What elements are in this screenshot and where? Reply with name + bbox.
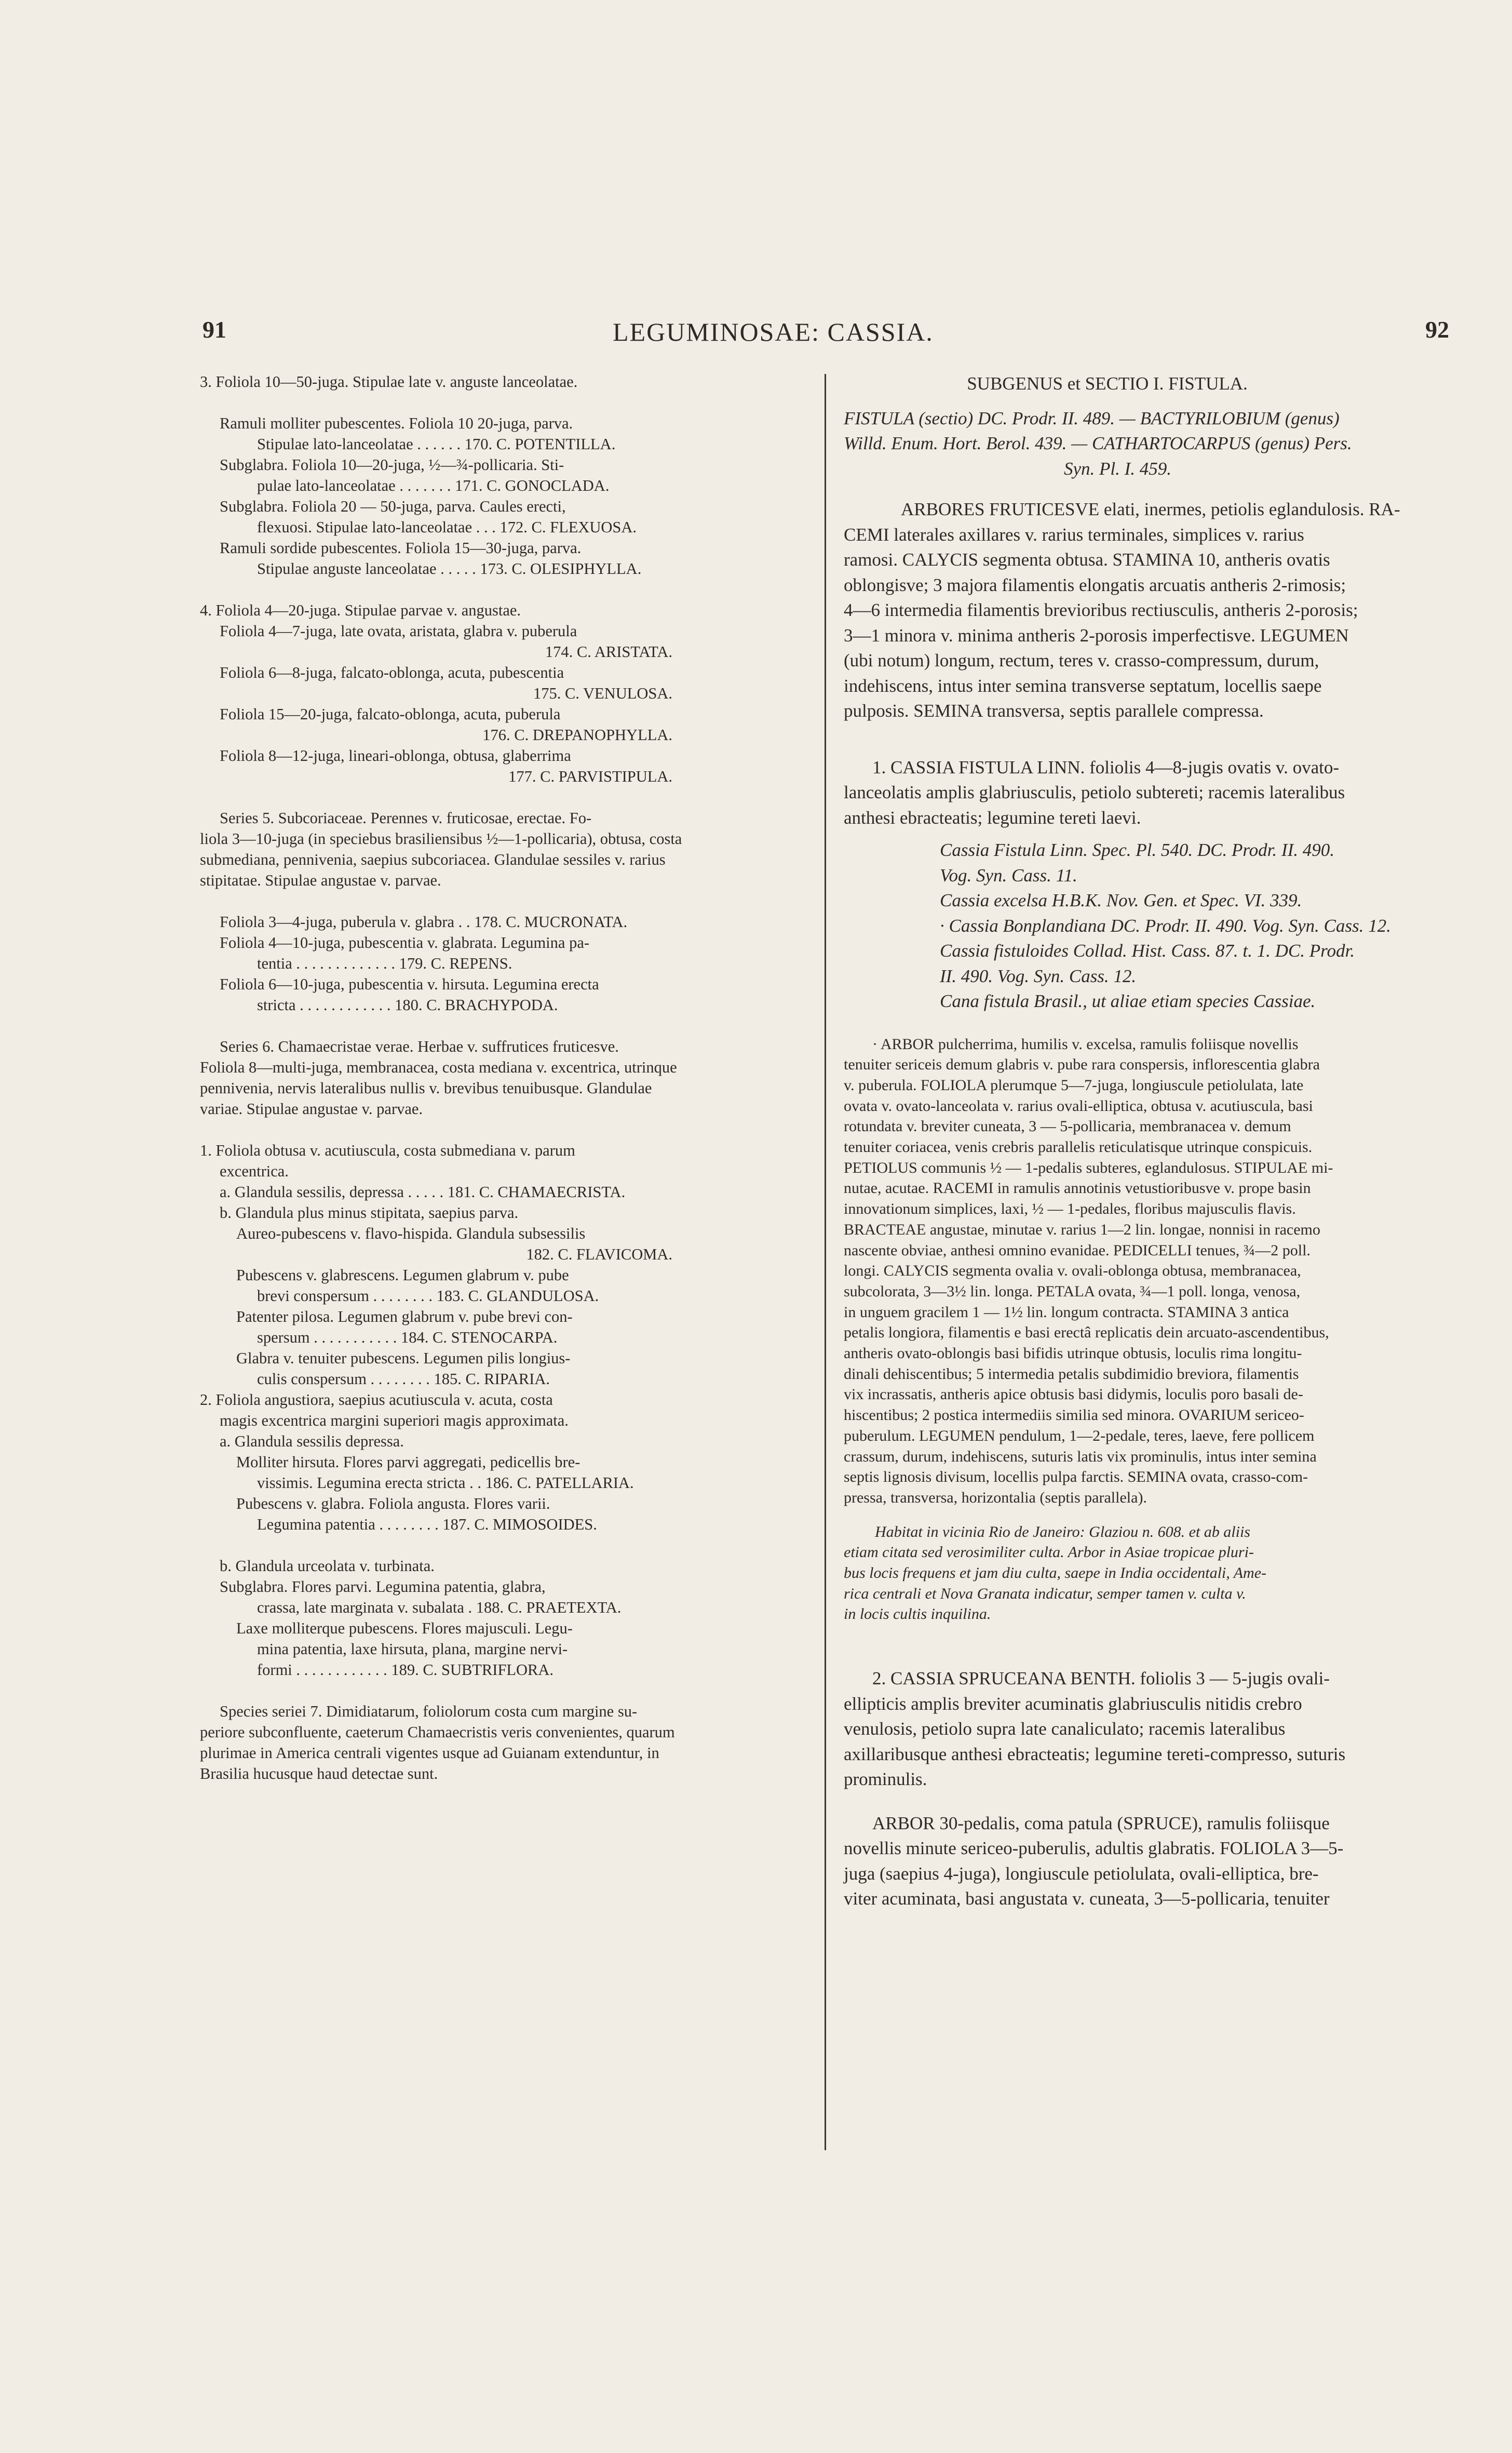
text-line: formi . . . . . . . . . . . . 189. C. SUBTRIFLORA. (257, 1661, 554, 1679)
text-line: septis lignosis divisum, locellis pulpa farctis. SEMINA ovata, crasso-com- (844, 1468, 1308, 1486)
text-line: bus locis frequens et jam diu culta, saepe in India occidentali, Ame- (844, 1564, 1267, 1582)
text-line: Foliola 8—12-juga, lineari-oblonga, obtusa, glaberrima (220, 747, 571, 765)
text-line (200, 787, 807, 808)
text-line: 3—1 minora v. minima antheris 2-porosis imperfectisve. LEGUMEN (844, 625, 1349, 646)
text-line: Subglabra. Foliola 10—20-juga, ½—¾-pollicaria. Sti- (220, 456, 564, 474)
text-line: ramosi. CALYCIS segmenta obtusa. STAMINA 10, antheris ovatis (844, 549, 1330, 570)
right-column (844, 371, 1454, 1912)
text-line: ARBORES FRUTICESVE elati, inermes, petiolis eglandulosis. RA- (901, 499, 1400, 519)
species-1-description (844, 1034, 1454, 1508)
text-line: Foliola 4—10-juga, pubescentia v. glabrata. Legumina pa- (220, 934, 590, 951)
text-line: flexuosi. Stipulae lato-lanceolatae . . . 172. C. FLEXUOSA. (257, 518, 637, 536)
text-line: puberulum. LEGUMEN pendulum, 1—2-pedale, teres, laeve, fere pollicem (844, 1427, 1315, 1444)
text-line: 2. CASSIA SPRUCEANA BENTH. foliolis 3 — 5-jugis ovali- (872, 1668, 1330, 1689)
text-line: a. Glandula sessilis depressa. (220, 1432, 404, 1450)
text-line: Series 6. Chamaecristae verae. Herbae v. suffrutices fruticesve. (220, 1038, 619, 1055)
text-line: periore subconfluente, caeterum Chamaecristis veris convenientes, quarum (200, 1723, 675, 1741)
text-line: b. Glandula plus minus stipitata, saepius parva. (220, 1204, 519, 1222)
text-line: · Cassia Bonplandiana DC. Prodr. II. 490. Vog. Syn. Cass. 12. (940, 915, 1391, 936)
text-line: 175. C. VENULOSA. (533, 685, 672, 702)
text-line: Pubescens v. glabrescens. Legumen glabrum v. pube (236, 1266, 569, 1284)
text-line: pulae lato-lanceolatae . . . . . . . 171. C. GONOCLADA. (257, 477, 610, 494)
text-line: anthesi ebracteatis; legumine tereti laevi. (844, 807, 1141, 828)
text-line: Willd. Enum. Hort. Berol. 439. — CATHARTOCARPUS (genus) Pers. (844, 433, 1352, 453)
text-line: ellipticis amplis breviter acuminatis glabriusculis nitidis crebro (844, 1693, 1302, 1714)
text-line: Vog. Syn. Cass. 11. (940, 865, 1077, 886)
text-line: Foliola 6—8-juga, falcato-oblonga, acuta, pubescentia (220, 664, 564, 681)
text-line: in locis cultis inquilina. (844, 1605, 991, 1623)
text-line (200, 1119, 807, 1140)
text-line: 1. Foliola obtusa v. acutiuscula, costa submediana v. parum (200, 1142, 575, 1159)
page-number-right: 92 (1425, 316, 1449, 343)
text-line: axillaribusque anthesi ebracteatis; legumine tereti-compresso, suturis (844, 1744, 1346, 1764)
text-line: 182. C. FLAVICOMA. (526, 1245, 672, 1263)
text-line: v. puberula. FOLIOLA plerumque 5—7-juga, longiuscule petiolulata, late (844, 1076, 1304, 1094)
page-number-left: 91 (203, 316, 226, 343)
habitat-note (844, 1522, 1454, 1625)
text-line: CEMI laterales axillares v. rarius terminales, simplices v. rarius (844, 524, 1304, 545)
text-line: nascente obviae, anthesi omnino evanidae. PEDICELLI tenues, ¾—2 poll. (844, 1241, 1311, 1259)
text-line: Patenter pilosa. Legumen glabrum v. pube brevi con- (236, 1308, 573, 1325)
text-line: rotundata v. breviter cuneata, 3 — 5-pollicaria, membranacea v. demum (844, 1118, 1291, 1135)
text-line: plurimae in America centrali vigentes usque ad Guianam extenduntur, in (200, 1744, 659, 1762)
text-line: pennivenia, nervis lateralibus nullis v. brevibus tenuibusque. Glandulae (200, 1079, 652, 1097)
text-line: Foliola 4—7-juga, late ovata, aristata, glabra v. puberula (220, 622, 577, 640)
text-line: FISTULA (sectio) DC. Prodr. II. 489. — BACTYRILOBIUM (genus) (844, 408, 1340, 428)
text-line: longi. CALYCIS segmenta ovalia v. ovali-oblonga obtusa, membranacea, (844, 1262, 1301, 1280)
text-line: lanceolatis amplis glabriusculis, petiolo subtereti; racemis lateralibus (844, 782, 1345, 802)
text-line: a. Glandula sessilis, depressa . . . . . 181. C. CHAMAECRISTA. (220, 1183, 626, 1201)
text-line: culis conspersum . . . . . . . . 185. C. RIPARIA. (257, 1370, 550, 1388)
text-line: Stipulae anguste lanceolatae . . . . . 173. C. OLESIPHYLLA. (257, 560, 642, 578)
text-line: Stipulae lato-lanceolatae . . . . . . 170. C. POTENTILLA. (257, 435, 616, 453)
text-line: submediana, pennivenia, saepius subcoriacea. Glandulae sessiles v. rarius (200, 851, 666, 868)
text-line: dinali dehiscentibus; 5 intermedia petalis subdimidio breviora, filamentis (844, 1365, 1299, 1383)
text-line: Brasilia hucusque haud detectae sunt. (200, 1765, 438, 1782)
text-line: excentrica. (220, 1162, 289, 1180)
text-line: spersum . . . . . . . . . . . 184. C. STENOCARPA. (257, 1329, 558, 1346)
text-line: innovationum simplices, laxi, ½ — 1-pedales, floribus majusculis flavis. (844, 1200, 1296, 1218)
text-line (200, 1535, 807, 1556)
text-line: Foliola 8—multi-juga, membranacea, costa mediana v. excentrica, utrinque (200, 1058, 677, 1076)
text-line: Foliola 3—4-juga, puberula v. glabra . . 178. C. MUCRONATA. (220, 913, 628, 931)
text-line: BRACTEAE angustae, minutae v. rarius 1—2 lin. longae, nonnisi in racemo (844, 1221, 1320, 1238)
species-2 (844, 1666, 1454, 1912)
page-header (0, 312, 1512, 358)
text-line: pulposis. SEMINA transversa, septis parallele compressa. (844, 701, 1264, 721)
text-line: 2. Foliola angustiora, saepius acutiuscula v. acuta, costa (200, 1391, 553, 1409)
text-line: in unguem gracilem 1 — 1½ lin. longum contracta. STAMINA 3 antica (844, 1303, 1289, 1321)
running-title: LEGUMINOSAE: CASSIA. (613, 317, 934, 346)
text-line: brevi conspersum . . . . . . . . 183. C. GLANDULOSA. (257, 1287, 599, 1305)
synonymy-block (844, 406, 1454, 482)
text-line: Series 5. Subcoriaceae. Perennes v. fruticosae, erectae. Fo- (220, 809, 592, 827)
text-line: tenuiter sericeis demum glabris v. pube rara conspersis, inflorescentia glabra (844, 1056, 1320, 1074)
text-line: 174. C. ARISTATA. (545, 643, 672, 661)
text-line: (ubi notum) longum, rectum, teres v. crasso-compressum, durum, (844, 650, 1319, 671)
species-1-diagnosis (844, 755, 1454, 831)
text-line: Ramuli molliter pubescentes. Foliola 10 20-juga, parva. (220, 414, 573, 432)
text-line (200, 392, 807, 413)
text-line: 177. C. PARVISTIPULA. (508, 768, 672, 785)
text-line: ARBOR 30-pedalis, coma patula (SPRUCE), ramulis foliisque (872, 1813, 1330, 1833)
text-line: 1. CASSIA FISTULA LINN. foliolis 4—8-jugis ovatis v. ovato- (872, 757, 1339, 778)
text-line: Habitat in vicinia Rio de Janeiro: Glaziou n. 608. et ab aliis (875, 1523, 1250, 1540)
text-line: Ramuli sordide pubescentes. Foliola 15—30-juga, parva. (220, 539, 582, 557)
text-line: oblongisve; 3 majora filamentis elongatis arcuatis antheris 2-rimosis; (844, 574, 1346, 595)
text-line: Laxe molliterque pubescens. Flores majusculi. Legu- (236, 1619, 573, 1637)
text-line (200, 579, 807, 600)
text-line: tentia . . . . . . . . . . . . . 179. C. REPENS. (257, 955, 512, 972)
text-line: petalis longiora, filamentis e basi erectâ replicatis dein arcuato-ascendentibus, (844, 1324, 1329, 1342)
text-line: vix incrassatis, antheris apice obtusis basi didymis, loculis poro basali de- (844, 1386, 1303, 1403)
text-line: liola 3—10-juga (in speciebus brasiliensibus ½—1-pollicaria), obtusa, costa (200, 830, 682, 848)
left-column (200, 371, 807, 1784)
subgenus-description (844, 497, 1454, 724)
text-line: Subglabra. Foliola 20 — 50-juga, parva. Caules erecti, (220, 498, 566, 515)
text-line: 3. Foliola 10—50-juga. Stipulae late v. anguste lanceolatae. (200, 373, 578, 391)
text-line: magis excentrica margini superiori magis approximata. (220, 1412, 569, 1429)
text-line: Cassia fistuloides Collad. Hist. Cass. 87. t. 1. DC. Prodr. (940, 941, 1355, 961)
text-line: etiam citata sed verosimiliter culta. Arbor in Asiae tropicae pluri- (844, 1544, 1254, 1561)
text-line: · ARBOR pulcherrima, humilis v. excelsa, ramulis foliisque novellis (872, 1035, 1299, 1053)
text-line: venulosis, petiolo supra late canaliculato; racemis lateralibus (844, 1719, 1286, 1739)
text-line: viter acuminata, basi angustata v. cuneata, 3—5-pollicaria, tenuiter (844, 1888, 1330, 1909)
text-line: ovata v. ovato-lanceolata v. rarius ovali-elliptica, obtusa v. acutiuscula, basi (844, 1097, 1313, 1115)
text-line: Foliola 6—10-juga, pubescentia v. hirsuta. Legumina erecta (220, 975, 599, 993)
text-line: antheris ovato-oblongis basi bifidis utrinque obtusis, loculis rima longitu- (844, 1345, 1302, 1362)
text-line: Molliter hirsuta. Flores parvi aggregati, pedicellis bre- (236, 1453, 580, 1471)
text-line (200, 1015, 807, 1036)
text-line: crassa, late marginata v. subalata . 188. C. PRAETEXTA. (257, 1599, 622, 1616)
text-line: novellis minute sericeo-puberulis, adultis glabratis. FOLIOLA 3—5- (844, 1838, 1344, 1859)
text-line: mina patentia, laxe hirsuta, plana, margine nervi- (257, 1640, 568, 1658)
subgenus-heading: SUBGENUS et SECTIO I. FISTULA. (967, 373, 1248, 394)
text-line: Legumina patentia . . . . . . . . 187. C. MIMOSOIDES. (257, 1516, 597, 1533)
text-line: Glabra v. tenuiter pubescens. Legumen pilis longius- (236, 1349, 571, 1367)
text-line: Species seriei 7. Dimidiatarum, foliolorum costa cum margine su- (220, 1703, 638, 1720)
text-line: 4—6 intermedia filamentis brevioribus rectiusculis, antheris 2-porosis; (844, 600, 1358, 620)
text-line: nutae, acutae. RACEMI in ramulis annotinis vetustioribusve v. prope basin (844, 1179, 1311, 1197)
text-line: Subglabra. Flores parvi. Legumina patentia, glabra, (220, 1578, 546, 1596)
text-line: Cana fistula Brasil., ut aliae etiam species Cassiae. (940, 991, 1316, 1011)
text-line (200, 1680, 807, 1701)
text-line: b. Glandula urceolata v. turbinata. (220, 1557, 435, 1575)
text-line: subcolorata, 3—3½ lin. longa. PETALA ovata, ¾—1 poll. longa, venosa, (844, 1282, 1301, 1300)
text-line: II. 490. Vog. Syn. Cass. 12. (940, 966, 1137, 986)
text-line: 176. C. DREPANOPHYLLA. (482, 726, 672, 744)
column-divider (825, 374, 826, 2150)
text-line: Cassia Fistula Linn. Spec. Pl. 540. DC. Prodr. II. 490. (940, 840, 1334, 860)
species-1-synonyms (844, 838, 1454, 1014)
text-line: Pubescens v. glabra. Foliola angusta. Flores varii. (236, 1495, 550, 1512)
text-line: prominulis. (844, 1769, 927, 1790)
text-line: stricta . . . . . . . . . . . . 180. C. BRACHYPODA. (257, 996, 558, 1014)
text-line: Foliola 15—20-juga, falcato-oblonga, acuta, puberula (220, 705, 561, 723)
text-line: vissimis. Legumina erecta stricta . . 186. C. PATELLARIA. (257, 1474, 634, 1492)
text-line (200, 891, 807, 912)
text-line: indehiscens, intus inter semina transverse septatum, locellis saepe (844, 675, 1322, 696)
text-line: rica centrali et Nova Granata indicatur, semper tamen v. culta v. (844, 1585, 1246, 1602)
text-line: tenuiter coriacea, venis crebris parallelis reticulatisque utrinque conspicuis. (844, 1138, 1313, 1156)
text-line: Cassia excelsa H.B.K. Nov. Gen. et Spec. VI. 339. (940, 890, 1302, 910)
text-line: variae. Stipulae angustae v. parvae. (200, 1100, 423, 1118)
text-line: crassum, durum, indehiscens, suturis latis vix prominulis, intus inter semina (844, 1447, 1317, 1465)
text-line: PETIOLUS communis ½ — 1-pedalis subteres, eglandulosus. STIPULAE mi- (844, 1159, 1333, 1176)
text-line: stipitatae. Stipulae angustae v. parvae. (200, 872, 441, 889)
text-line: juga (saepius 4-juga), longiuscule petiolulata, ovali-elliptica, bre- (844, 1863, 1319, 1884)
text-line: pressa, transversa, horizontalia (septis parallela). (844, 1489, 1147, 1506)
text-line: 4. Foliola 4—20-juga. Stipulae parvae v. angustae. (200, 601, 521, 619)
text-line: Syn. Pl. I. 459. (1063, 458, 1172, 479)
text-line: Aureo-pubescens v. flavo-hispida. Glandula subsessilis (236, 1225, 586, 1242)
text-line: hiscentibus; 2 postica intermediis similia sed minora. OVARIUM sericeo- (844, 1406, 1304, 1424)
